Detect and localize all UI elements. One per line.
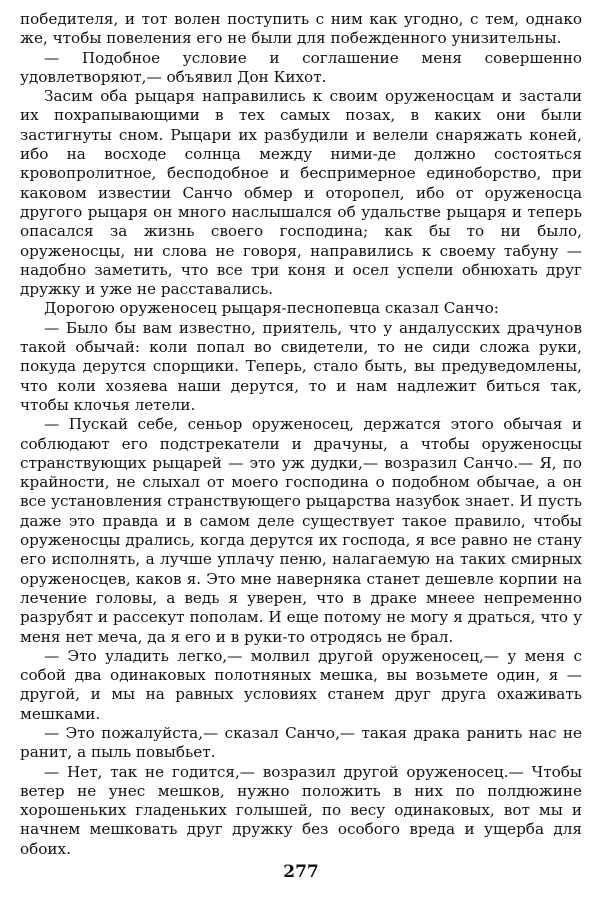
paragraph-andalusian-custom: — Было бы вам известно, приятель, что у андалусских драчунов такой обычай: коли попал во свидетели, то не сиди сложа руки, покуда дерутся спорщики. Теперь, стало быть, вы предуведомлены, что коли хозяева наши дерутся, то и нам надлежит биться так, чтобы клочья летели. — [20, 318, 582, 414]
paragraph-sacks-proposal: — Это уладить легко,— молвил другой оруженосец,— у меня с собой два одинаковых полотняных мешка, вы возьмете один, я — другой, и мы на равных условиях станем друг друга охаживать мешками. — [20, 646, 582, 723]
paragraph-continuation: победителя, и тот волен поступить с ним как угодно, с тем, однако же, чтобы повеления его не были для побежденного унизительны. — [20, 10, 582, 48]
book-page — [20, 10, 582, 900]
paragraph-narration-squires: Засим оба рыцаря направились к своим оруженосцам и застали их похрапывающими в тех самых позах, в каких они были застигнуты сном. Рыцари их разбудили и велели снаряжать коней, ибо на восходе солнца между ними-де должно состояться кровопролитное, бесподобное и беспримерное единоборство, при каковом известии Санчо обмер и оторопел, ибо от оруженосца другого рыцаря он много наслышался об удальстве рыцаря и теперь опасался за жизнь своего господина; как бы то ни было, оруженосцы, ни слова не говоря, направились к своему табуну — надобно заметить, что все три коня и осел успели обнюхать друг дружку и уже не расставались. — [20, 87, 582, 299]
paragraph-sancho-objection: — Пускай себе, сеньор оруженосец, держатся этого обычая и соблюдают его подстрекатели и драчуны, а чтобы оруженосцы странствующих рыцарей — это уж дудки,— возразил Санчо.— Я, по крайности, не слыхал от моего господина о подобном обычае, а он все установления странствующего рыцарства назубок знает. И пусть даже это правда и в самом деле существует такое правило, чтобы оруженосцы дрались, когда дерутся их господа, я все равно не стану его исполнять, а лучше уплачу пеню, налагаемую на таких смирных оруженосцев, каков я. Это мне наверняка станет дешевле корпии на лечение головы, а ведь я уверен, что в драке мнеее непременно разрубят и рассекут пополам. И еще потому не могу я драться, что у меня нет меча, да я его и в руки-то отродясь не брал. — [20, 415, 582, 646]
paragraph-don-quixote-reply: — Подобное условие и соглашение меня совершенно удовлетворяют,— объявил Дон Кихот. — [20, 48, 582, 86]
paragraph-squire-speaks: Дорогою оруженосец рыцаря-песнопевца сказал Санчо: — [44, 299, 499, 318]
page-number: 277 — [283, 862, 319, 882]
paragraph-pebbles: — Нет, так не годится,— возразил другой оруженосец.— Чтобы ветер не унес мешков, нужно положить в них по полдюжине хорошеньких гладеньких голышей, по весу одинаковых, вот мы и начнем мешковать друг дружку без особого вреда и ущерба для обоих. — [20, 762, 582, 858]
body-text — [20, 10, 582, 859]
paragraph-sancho-agrees: — Это пожалуйста,— сказал Санчо,— такая драка ранить нас не ранит, а пыль повыбьет. — [20, 723, 582, 762]
